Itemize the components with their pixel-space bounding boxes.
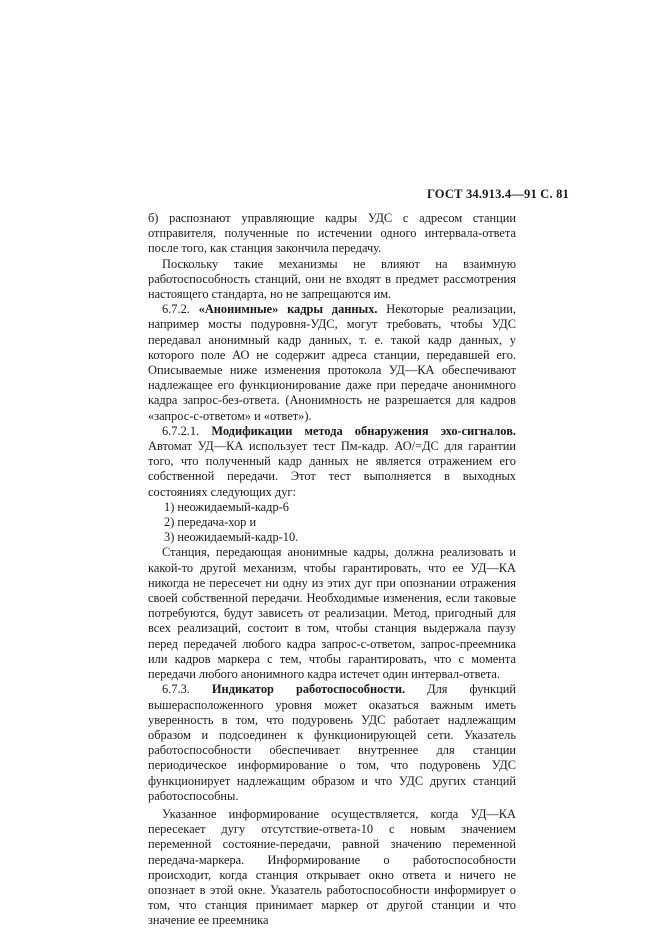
section-number: 6.7.3. — [162, 682, 190, 697]
section-text: Автомат УД—КА использует тест Пм-кадр. АО/=ДС для гарантии того, что полученный кадр данных не является отражением его собственной передачи. Этот тест выполняется в выходных состояниях следующих дуг: — [148, 439, 516, 499]
section-text: Некоторые реализации, например мосты подуровня-УДС, могут требовать, чтобы УДС передавал анонимный кадр данных, т. е. такой кадр данных, у которого поле АО не содержит адреса станции, передавшей его. Описываемые ниже изменения протокола УД—КА обеспечивают надлежащее его функционирование даже при передаче анонимного кадра запрос-без-ответа. (Анонимность не разрешается для кадров «запрос-с-ответом» и «ответ»). — [148, 302, 516, 423]
paragraph-item-b: б) распознают управляющие кадры УДС с адресом станции отправителя, полученные по истечении одного интервала-ответа после того, как станция закончила передачу. — [148, 211, 516, 256]
list-item: 1) неожидаемый-кадр-6 — [164, 499, 290, 514]
arc-list — [148, 500, 516, 546]
section-6-7-3 — [148, 682, 516, 804]
paragraph-informing: Указанное информирование осуществляется, когда УД—КА пересекает дугу отсутствие-ответа-10 с новым значением переменной состояние-передачи, равной значению переменной передача-маркера. Информирование о работоспособности происходит, когда станция открывает окно ответа и ничего не опознает в этой окне. Указатель работоспособности информирует о том, что станция принимает маркер от другой станции и что значение ее преемника — [148, 806, 516, 928]
section-title: Индикатор работоспособности. — [211, 682, 406, 697]
paragraph-mechanisms: Поскольку такие механизмы не влияют на взаимную работоспособность станций, они не входят в предмет рассмотрения настоящего стандарта, но не запрещаются им. — [148, 256, 516, 302]
list-item: 2) передача-хор и — [164, 515, 257, 530]
section-number: 6.7.2. — [162, 302, 190, 317]
section-6-7-2-1 — [148, 424, 516, 500]
section-6-7-2 — [148, 302, 516, 424]
page-header — [427, 187, 569, 202]
standard-reference: ГОСТ 34.913.4—91 С. 81 — [426, 187, 569, 201]
section-number: 6.7.2.1. — [162, 423, 200, 438]
section-text: Для функций вышерасположенного уровня может оказаться важным иметь уверенность в том, что подуровень УДС работает надлежащим образом и подсоединен к функционирующей сети. Указатель работоспособности обеспечивает внутреннее для станции периодическое информирование о том, что подуровень УДС функционирует надлежащим образом и что УДС других станций работоспособны. — [148, 682, 516, 803]
section-title: «Анонимные» кадры данных. — [198, 302, 378, 317]
list-item: 3) неожидаемый-кадр-10. — [164, 530, 299, 545]
section-title: Модификации метода обнаружения эхо-сигналов. — [211, 423, 516, 438]
paragraph-anonymous-station: Станция, передающая анонимные кадры, должна реализовать и какой-то другой механизм, чтобы гарантировать, что ее УД—КА никогда не пересечет ни одну из этих дуг при опознании отражения своей собственной передачи. Необходимые изменения, если таковые потребуются, будут зависеть от реализации. Метод, пригодный для всех реализаций, состоит в том, чтобы станция выдержала паузу перед передачей любого кадра запрос-с-ответом, запрос-преемника или кадров маркера с тем, чтобы гарантировать, что с момента передачи любого анонимного кадра истечет один интервал-ответа. — [148, 545, 516, 682]
document-body — [148, 211, 516, 929]
